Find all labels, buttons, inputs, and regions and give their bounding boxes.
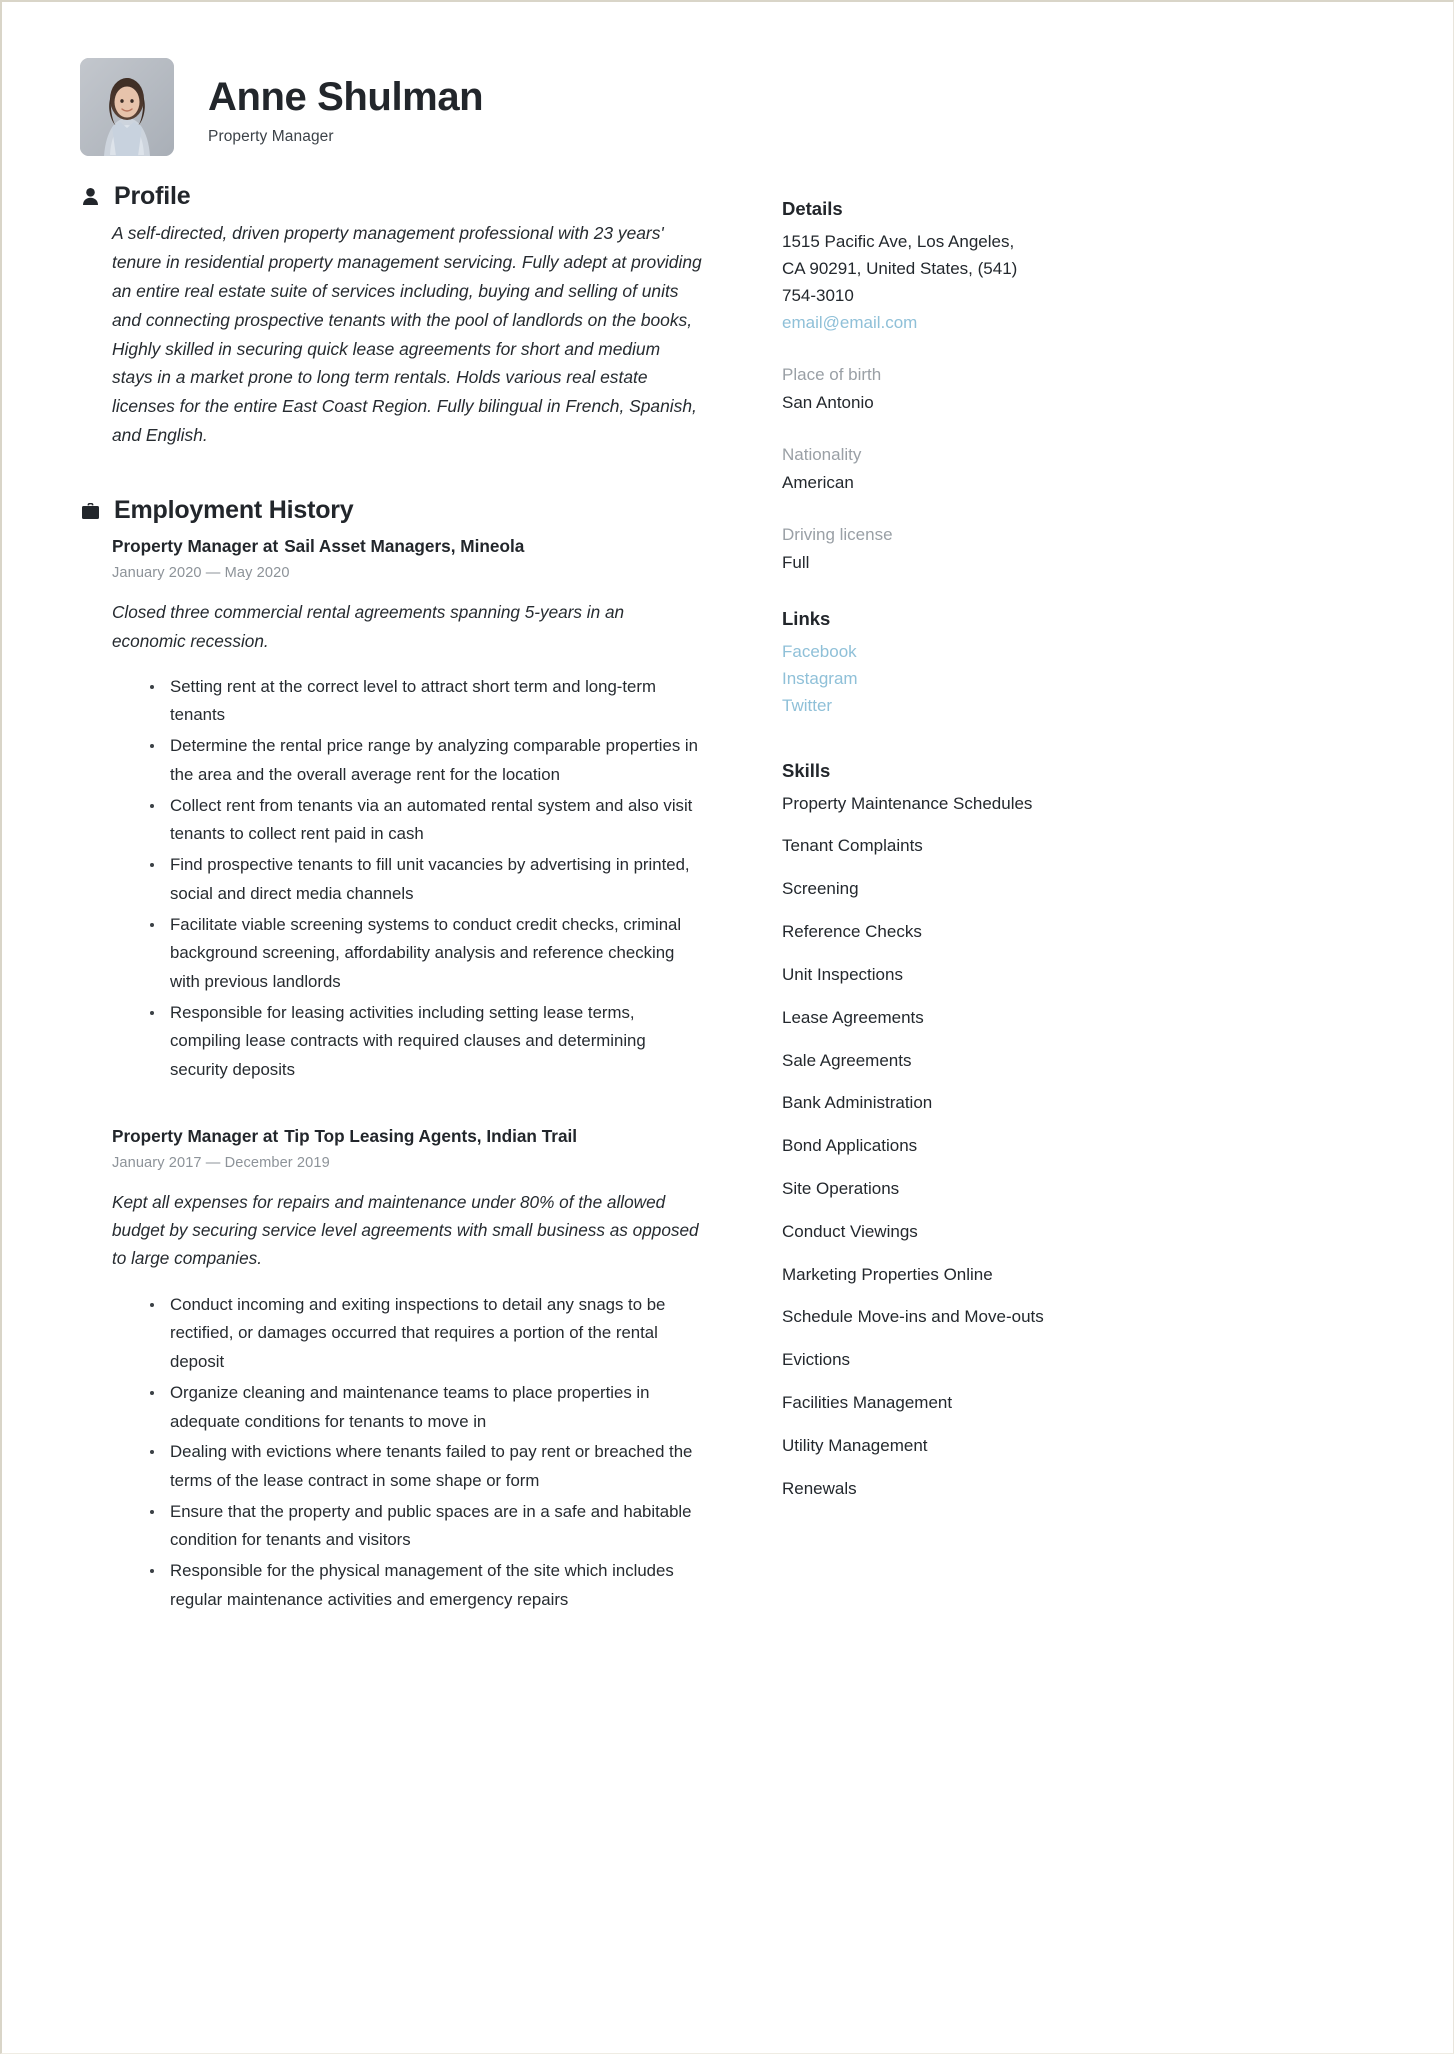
address-line-2: CA 90291, United States, (541) xyxy=(782,258,1018,278)
detail-field-place-of-birth xyxy=(782,362,1112,416)
skill-item: Marketing Properties Online xyxy=(782,1264,993,1284)
details-section xyxy=(782,198,1112,576)
job-bullet: Collect rent from tenants via an automated rental system and also visit tenants to collect rent paid in cash xyxy=(148,792,702,849)
detail-value: American xyxy=(782,472,854,492)
job-company: Tip Top Leasing Agents, Indian Trail xyxy=(284,1125,578,1146)
detail-label: Driving license xyxy=(782,525,893,545)
skill-item: Bond Applications xyxy=(782,1136,918,1156)
job-bullet: Dealing with evictions where tenants failed to pay rent or breached the terms of the lease contract in some shape or form xyxy=(148,1438,702,1495)
links-title: Links xyxy=(782,607,831,629)
job-title: Property Manager xyxy=(208,128,334,145)
job-bullet-list xyxy=(112,1291,702,1615)
skills-section xyxy=(782,760,1112,1502)
skill-item: Facilities Management xyxy=(782,1393,953,1413)
profile-section xyxy=(80,182,702,450)
skill-item: Screening xyxy=(782,879,859,899)
job-bullet: Conduct incoming and exiting inspections to detail any snags to be rectified, or damages occurred that requires a portion of the rental deposit xyxy=(148,1291,702,1377)
profile-text: A self-directed, driven property management professional with 23 years' tenure in residential property management servicing. Fully adept at providing an entire real estate suite of services including, buying and selling of units and connecting prospective tenants with the pool of landlords on the books, Highly skilled in securing quick lease agreements for short and medium stays in a market prone to long term rentals. Holds various real estate licenses for the entire East Coast Region. Fully bilingual in French, Spanish, and English. xyxy=(112,223,702,446)
sidebar-column xyxy=(782,182,1112,1617)
job-dates: January 2020 — May 2020 xyxy=(112,565,290,582)
detail-label: Nationality xyxy=(782,445,862,465)
skill-item: Reference Checks xyxy=(782,922,922,942)
job-heading xyxy=(112,535,702,558)
detail-value: Full xyxy=(782,552,810,572)
briefcase-icon xyxy=(80,500,100,522)
skill-item: Property Maintenance Schedules xyxy=(782,793,1033,813)
job-role: Property Manager at xyxy=(112,536,279,557)
portrait-photo-icon xyxy=(80,58,174,156)
job-bullet: Organize cleaning and maintenance teams to place properties in adequate conditions for tenants to move in xyxy=(148,1379,702,1436)
job-dates: January 2017 — December 2019 xyxy=(112,1155,330,1172)
main-column xyxy=(12,182,702,1617)
job-company: Sail Asset Managers, Mineola xyxy=(284,536,525,557)
skill-item: Schedule Move-ins and Move-outs xyxy=(782,1307,1044,1327)
skill-item: Site Operations xyxy=(782,1179,900,1198)
job-bullet: Determine the rental price range by analyzing comparable properties in the area and the overall average rent for the location xyxy=(148,732,702,789)
job-role: Property Manager at xyxy=(112,1125,279,1146)
skill-item: Unit Inspections xyxy=(782,964,903,984)
job-entry xyxy=(112,535,702,1085)
job-heading xyxy=(112,1125,702,1148)
job-bullet: Responsible for leasing activities including setting lease terms, compiling lease contracts with required clauses and determining security deposits xyxy=(148,999,702,1085)
link-facebook[interactable]: Facebook xyxy=(782,641,857,661)
job-summary: Kept all expenses for repairs and maintenance under 80% of the allowed budget by securing service level agreements with small business as opposed to large companies. xyxy=(112,1192,699,1269)
address-line-1: 1515 Pacific Ave, Los Angeles, xyxy=(782,232,1015,251)
employment-heading xyxy=(80,496,702,525)
profile-heading xyxy=(80,182,702,211)
skill-item: Utility Management xyxy=(782,1435,928,1455)
skill-item: Tenant Complaints xyxy=(782,836,923,856)
skill-item: Bank Administration xyxy=(782,1093,933,1113)
detail-label: Place of birth xyxy=(782,365,882,385)
job-bullet-list xyxy=(112,673,702,1085)
link-instagram[interactable]: Instagram xyxy=(782,668,858,688)
skill-item: Evictions xyxy=(782,1350,851,1370)
links-section xyxy=(782,608,1112,720)
detail-field-driving-license xyxy=(782,522,1112,576)
job-bullet: Responsible for the physical management of the site which includes regular maintenance activities and emergency repairs xyxy=(148,1557,702,1614)
resume-header xyxy=(12,10,1449,156)
job-entry xyxy=(112,1125,702,1615)
skill-item: Renewals xyxy=(782,1478,857,1498)
skills-title: Skills xyxy=(782,759,831,781)
job-bullet: Setting rent at the correct level to attract short term and long-term tenants xyxy=(148,673,702,730)
skill-item: Lease Agreements xyxy=(782,1007,924,1027)
avatar xyxy=(80,58,174,156)
person-icon xyxy=(80,186,100,208)
page-title: Anne Shulman xyxy=(208,75,484,119)
email-link[interactable]: email@email.com xyxy=(782,312,918,332)
job-bullet: Ensure that the property and public spaces are in a safe and habitable condition for tenants and visitors xyxy=(148,1498,702,1555)
address-line-3: 754-3010 xyxy=(782,285,854,305)
name-block xyxy=(208,58,483,146)
resume-body xyxy=(12,156,1449,1617)
detail-value: San Antonio xyxy=(782,392,874,412)
employment-title: Employment History xyxy=(114,496,354,525)
employment-section xyxy=(80,496,702,1614)
details-title: Details xyxy=(782,198,843,219)
job-bullet: Find prospective tenants to fill unit vacancies by advertising in printed, social and direct media channels xyxy=(148,851,702,908)
job-summary: Closed three commercial rental agreements spanning 5-years in an economic recession. xyxy=(112,602,625,651)
resume-sheet xyxy=(12,10,1449,2047)
job-bullet: Facilitate viable screening systems to conduct credit checks, criminal background screening, affordability analysis and reference checking with previous landlords xyxy=(148,911,702,997)
skill-item: Sale Agreements xyxy=(782,1050,912,1070)
detail-field-nationality xyxy=(782,442,1112,496)
link-twitter[interactable]: Twitter xyxy=(782,695,833,715)
profile-title: Profile xyxy=(114,182,191,210)
skill-item: Conduct Viewings xyxy=(782,1221,918,1241)
